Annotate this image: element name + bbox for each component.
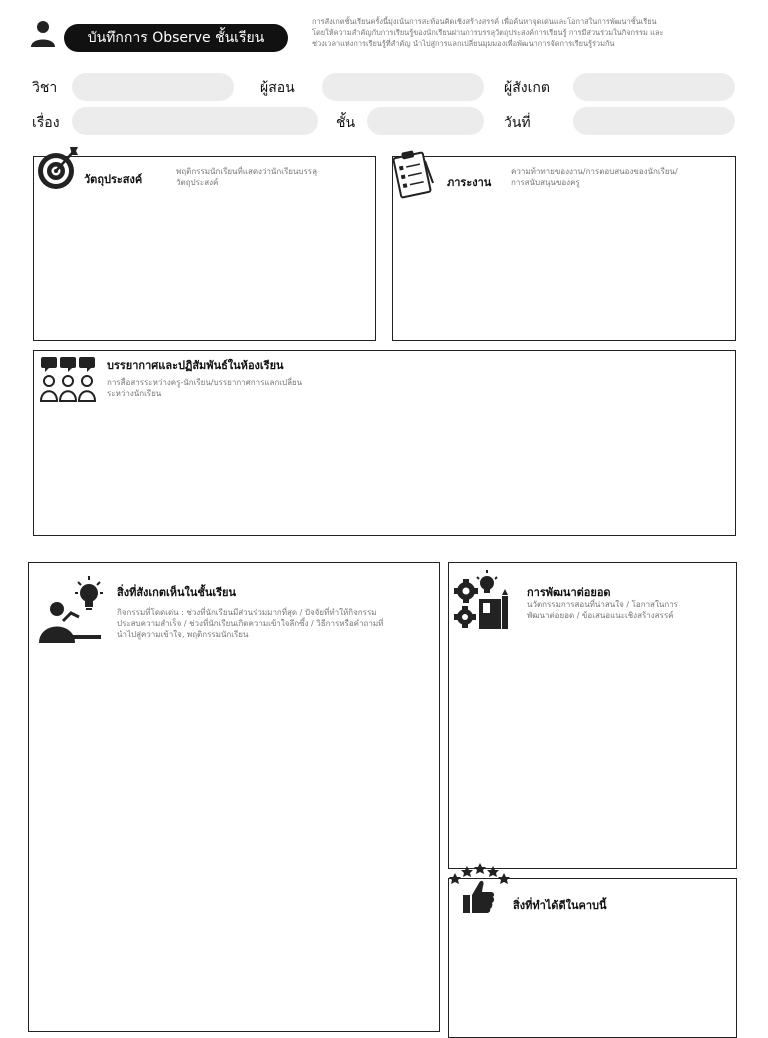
done-well-box[interactable] <box>448 878 737 1038</box>
page-title: บันทึกการ Observe ชั้นเรียน <box>64 24 288 52</box>
atmosphere-title: บรรยากาศและปฏิสัมพันธ์ในห้องเรียน <box>107 359 284 372</box>
subject-label: วิชา <box>32 80 58 96</box>
observed-desc-line-2: ประสบความสำเร็จ / ช่วงที่นักเรียนเกิดความเข้าใจลึกซึ้ง / วิธีการหรือคำถามที่ <box>117 619 384 628</box>
development-desc <box>527 599 678 621</box>
observed-desc-line-1: กิจกรรมที่โดดเด่น : ช่วงที่นักเรียนมีส่วนร่วมมากที่สุด / ปัจจัยที่ทำให้กิจกรรม <box>117 608 377 617</box>
header-desc-line-2: โดยให้ความสำคัญกับการเรียนรู้ของนักเรียนผ่านการบรรลุวัตถุประสงค์การเรียนรู้ การมีส่วนร่วมในกิจกรรม และ <box>312 28 664 37</box>
target-icon <box>36 145 80 191</box>
observed-desc <box>117 607 383 640</box>
development-title: การพัฒนาต่อยอด <box>527 586 611 599</box>
idea-person-icon <box>37 575 103 647</box>
grade-field[interactable] <box>367 107 484 135</box>
date-label: วันที่ <box>504 115 531 131</box>
atmosphere-box[interactable] <box>33 350 736 536</box>
topic-label: เรื่อง <box>32 115 60 131</box>
grade-label: ชั้น <box>336 115 356 131</box>
objectives-box[interactable] <box>33 156 376 341</box>
header-desc-line-3: ช่วงเวลาแห่งการเรียนรู้ที่สำคัญ นำไปสู่การแลกเปลี่ยนมุมมองเพื่อพัฒนาการจัดการเรียนรู้ร่วมกัน <box>312 39 615 48</box>
observed-desc-line-3: นำไปสู่ความเข้าใจ, พฤติกรรมนักเรียน <box>117 630 249 639</box>
thumbs-up-stars-icon <box>449 863 511 915</box>
observed-title: สิ่งที่สังเกตเห็นในชั้นเรียน <box>117 586 237 599</box>
tasks-desc-line-1: ความท้าทายของงาน/การตอบสนองของนักเรียน/ <box>511 167 678 176</box>
atmosphere-desc-line-1: การสื่อสารระหว่างครู-นักเรียน/บรรยากาศการแลกเปลี่ยน <box>107 378 303 387</box>
teacher-label: ผู้สอน <box>260 80 295 96</box>
gears-idea-icon <box>453 569 515 633</box>
header-desc-line-1: การสังเกตชั้นเรียนครั้งนี้มุ่งเน้นการสะท้อนคิดเชิงสร้างสรรค์ เพื่อค้นหาจุดเด่นและโอกาสในการพัฒนาชั้นเรียน <box>312 17 657 26</box>
group-discussion-icon <box>40 355 96 403</box>
atmosphere-desc-line-2: ระหว่างนักเรียน <box>107 389 162 398</box>
development-box[interactable] <box>448 562 737 869</box>
tasks-desc <box>511 166 678 188</box>
person-icon <box>30 20 56 48</box>
header-description <box>312 16 738 49</box>
observer-label: ผู้สังเกต <box>504 80 550 96</box>
done-well-title: สิ่งที่ทำได้ดีในคาบนี้ <box>513 899 607 912</box>
clipboard-icon <box>387 147 437 203</box>
subject-field[interactable] <box>72 73 234 101</box>
teacher-field[interactable] <box>322 73 484 101</box>
objectives-desc <box>176 166 317 188</box>
objectives-title: วัตถุประสงค์ <box>84 173 143 186</box>
atmosphere-desc <box>107 377 302 399</box>
tasks-title: ภาระงาน <box>447 176 492 189</box>
objectives-desc-line-1: พฤติกรรมนักเรียนที่แสดงว่านักเรียนบรรลุ <box>176 167 317 176</box>
tasks-desc-line-2: การสนับสนุนของครู <box>511 178 580 187</box>
tasks-box[interactable] <box>392 156 736 341</box>
development-desc-line-2: พัฒนาต่อยอด / ข้อเสนอแนะเชิงสร้างสรรค์ <box>527 611 674 620</box>
development-desc-line-1: นวัตกรรมการสอนที่น่าสนใจ / โอกาสในการ <box>527 600 678 609</box>
objectives-desc-line-2: วัตถุประสงค์ <box>176 178 219 187</box>
topic-field[interactable] <box>72 107 318 135</box>
observer-field[interactable] <box>573 73 735 101</box>
date-field[interactable] <box>573 107 735 135</box>
observed-box[interactable] <box>28 562 440 1032</box>
